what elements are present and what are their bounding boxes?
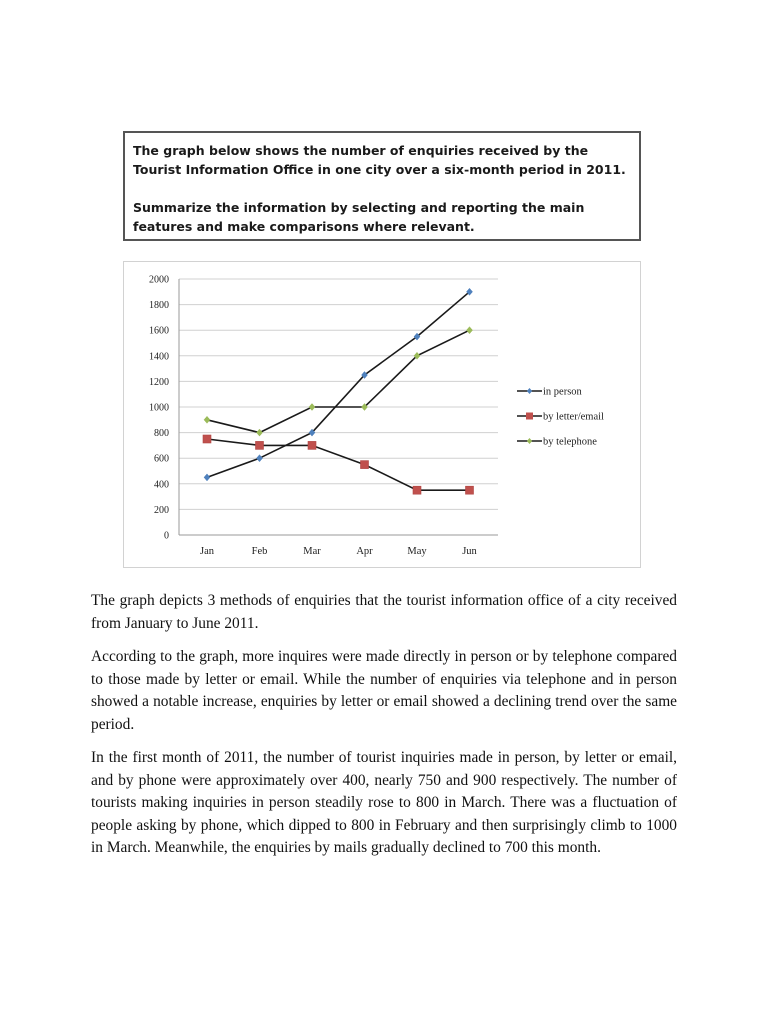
y-tick-label: 1000 <box>149 402 169 414</box>
legend-marker <box>527 388 532 394</box>
data-point-marker <box>204 416 210 423</box>
data-point-marker <box>309 404 315 411</box>
x-tick-label: Mar <box>303 546 321 557</box>
data-point-marker <box>308 441 316 449</box>
y-tick-label: 800 <box>154 428 169 440</box>
y-tick-label: 1200 <box>149 376 169 388</box>
x-tick-label: Apr <box>356 546 373 557</box>
y-tick-label: 400 <box>154 479 169 491</box>
essay-paragraph-2: According to the graph, more inquires were made directly in person or by telephone compared to those made by letter or email. While the number of enquiries via telephone and in person showed a notable increase, enquiries by letter or email showed a declining trend over the same period. <box>91 648 677 733</box>
chart-canvas <box>124 262 642 569</box>
y-tick-label: 2000 <box>149 274 169 286</box>
data-point-marker <box>256 441 264 449</box>
data-point-marker <box>257 455 263 462</box>
data-point-marker <box>413 486 421 494</box>
data-point-marker <box>204 474 210 481</box>
data-point-marker <box>257 429 263 436</box>
y-tick-label: 600 <box>154 453 169 465</box>
line-chart <box>123 261 641 568</box>
y-tick-label: 1400 <box>149 351 169 363</box>
legend-label: by telephone <box>543 436 597 448</box>
data-point-marker <box>361 461 369 469</box>
y-tick-label: 1600 <box>149 325 169 337</box>
task-prompt-box <box>123 131 641 241</box>
series-line <box>207 292 470 478</box>
data-point-marker <box>203 435 211 443</box>
x-tick-label: Feb <box>251 546 268 557</box>
data-point-marker <box>466 486 474 494</box>
legend-label: in person <box>543 386 582 398</box>
task-instruction: Summarize the information by selecting and reporting the main features and make comparisons where relevant. <box>133 200 585 234</box>
y-tick-label: 200 <box>154 504 169 516</box>
y-tick-label: 1800 <box>149 300 169 312</box>
essay-paragraph-3: In the first month of 2011, the number of tourist inquiries made in person, by letter or email, and by phone were approximately over 400, nearly 750 and 900 respectively. The number of tourists making inquiries in person steadily rose to 800 in March. There was a fluctuation of people asking by phone, which dipped to 800 in February and then surprisingly climb to 1000 in March. Meanwhile, the enquiries by mails gradually declined to 700 this month. <box>91 749 677 856</box>
task-description: The graph below shows the number of enquiries received by the Tourist Information Office in one city over a six-month period in 2011. <box>133 143 626 177</box>
legend-marker <box>527 438 532 444</box>
series-line <box>207 439 470 490</box>
x-tick-label: May <box>407 546 427 557</box>
x-tick-label: Jun <box>462 546 477 557</box>
legend-label: by letter/email <box>543 411 604 423</box>
legend-marker <box>526 413 533 420</box>
y-tick-label: 0 <box>164 530 169 542</box>
data-point-marker <box>467 327 473 334</box>
x-tick-label: Jan <box>200 546 214 557</box>
essay-paragraph-1: The graph depicts 3 methods of enquiries that the tourist information office of a city received from January to June 2011. <box>91 592 677 632</box>
essay-body <box>91 590 677 871</box>
